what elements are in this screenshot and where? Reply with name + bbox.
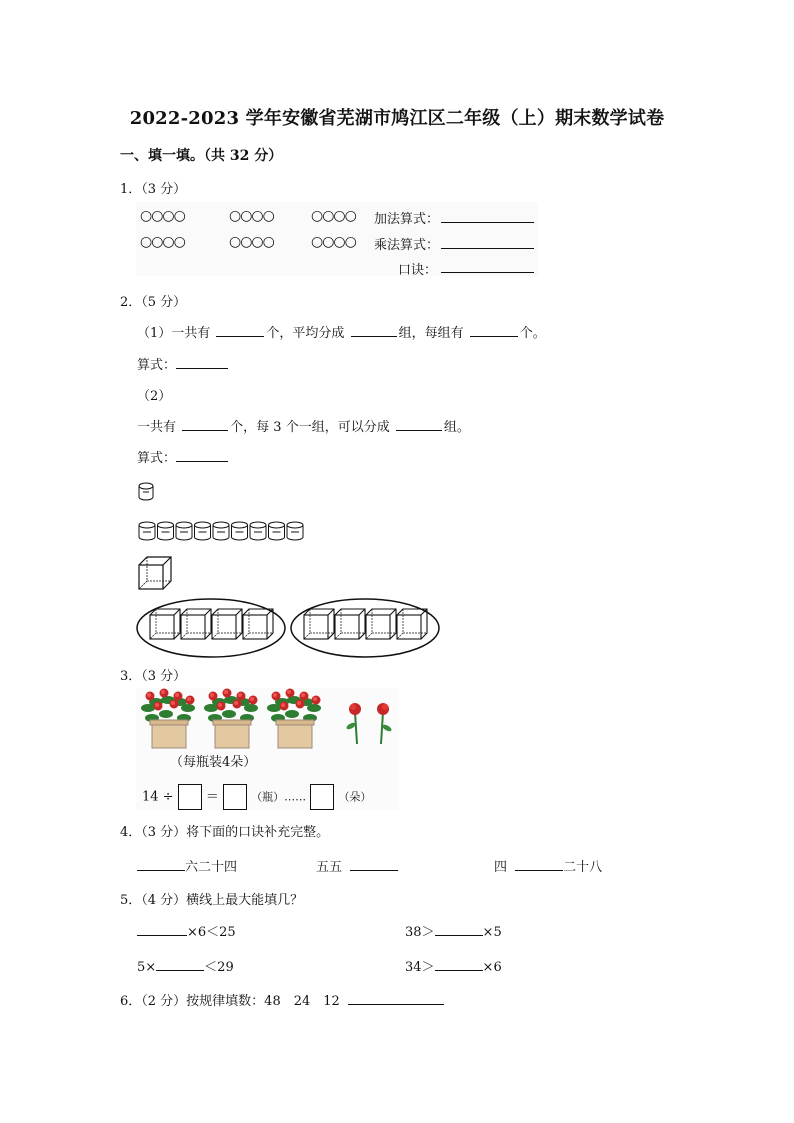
- q4-item2-blank[interactable]: [350, 857, 398, 871]
- question-3-figure: [136, 688, 398, 810]
- question-5-header: 5．（4 分）横线上最大能填几？: [120, 893, 304, 908]
- q5-b-post: ×5: [482, 925, 502, 940]
- cube-icon: [181, 609, 211, 639]
- cylinder-icon: [232, 522, 248, 540]
- q2-p2-text-b: 个，每 3 个一组，可以分成: [230, 420, 390, 435]
- flower-pot-icon: [141, 689, 195, 749]
- cube-icon: [335, 609, 365, 639]
- q2-p1-text-c: 组，每组有: [398, 326, 464, 341]
- q2-formula2-label: 算式：: [137, 451, 177, 466]
- cube-icon: [366, 609, 396, 639]
- q5-d: [405, 956, 502, 975]
- q5-d-blank[interactable]: [435, 957, 483, 971]
- question-6: [120, 990, 444, 1009]
- question-2-part2: [137, 416, 470, 435]
- cylinder-icon: [139, 522, 155, 540]
- circle-group-3: ○○○○: [311, 208, 356, 224]
- page-title: 2022-2023 学年安徽省芜湖市鸠江区二年级（上）期末数学试卷: [129, 108, 665, 129]
- rhyme-answer-line[interactable]: [441, 272, 534, 273]
- flower-pots-image: [138, 688, 328, 750]
- q5-c-post: ＜29: [204, 960, 234, 975]
- bottle-caption: （每瓶装4朵）: [170, 755, 257, 770]
- q2-total-blank[interactable]: [216, 323, 264, 337]
- q2-p2-text-c: 组。: [443, 420, 470, 435]
- q2-p1-text-a: （1）一共有: [137, 326, 211, 341]
- q5-b-pre: 38＞: [405, 925, 435, 940]
- cylinder-icon: [176, 522, 192, 540]
- eq-bottle-unit: （瓶）……: [251, 790, 307, 804]
- addition-answer-line[interactable]: [441, 222, 534, 223]
- circle-group-5: ○○○○: [229, 234, 274, 250]
- q5-a: [137, 921, 236, 940]
- multiplication-label: 乘法算式：: [374, 238, 440, 253]
- q5-c-pre: 5×: [137, 960, 157, 975]
- q2-groups-blank[interactable]: [351, 323, 397, 337]
- q2-p1-text-b: 个，平均分成: [266, 326, 345, 341]
- cube-icon: [243, 609, 273, 639]
- eq-dividend: 14 ÷: [142, 789, 174, 805]
- section-heading: 一、填一填。（共 32 分）: [120, 148, 283, 164]
- circle-group-4: ○○○○: [140, 234, 185, 250]
- q2-per-group-blank[interactable]: [470, 323, 518, 337]
- q2-formula2-blank[interactable]: [176, 448, 228, 462]
- q5-d-pre: 34＞: [405, 960, 435, 975]
- q6-blank[interactable]: [348, 991, 444, 1005]
- cube-icon: [150, 609, 180, 639]
- divisor-box[interactable]: [178, 784, 202, 810]
- q2-formula-2: [137, 447, 228, 466]
- question-1-figure: [136, 202, 538, 276]
- question-3-header: 3．（3 分）: [120, 669, 187, 684]
- cylinder-icon: [213, 522, 229, 540]
- q2-formula-blank[interactable]: [176, 355, 228, 369]
- cylinder-icon: [250, 522, 266, 540]
- question-2-header: 2．（5 分）: [120, 295, 187, 310]
- question-1-header: 1．（3 分）: [120, 182, 187, 197]
- loose-roses-image: [341, 698, 401, 748]
- q2-p1-text-d: 个。: [519, 326, 546, 341]
- q2-p2-total-blank[interactable]: [182, 417, 228, 431]
- quotient-box[interactable]: [223, 784, 247, 810]
- circle-group-1: ○○○○: [140, 208, 185, 224]
- division-equation: [142, 784, 371, 810]
- q5-b: [405, 921, 502, 940]
- cylinder-icon-example: [138, 481, 158, 503]
- cube-icon: [304, 609, 334, 639]
- eq-flower-unit: （朵）: [338, 790, 372, 804]
- question-4-header: 4．（3 分）将下面的口诀补充完整。: [120, 825, 330, 840]
- q4-item1-blank[interactable]: [137, 857, 185, 871]
- q2-part2-header: （2）: [137, 389, 172, 404]
- q5-d-post: ×6: [482, 960, 502, 975]
- cube-icon-example: [138, 556, 174, 592]
- q5-c: [137, 956, 234, 975]
- q2-p2-text-a: 一共有: [137, 420, 177, 435]
- q4-item-1: [137, 856, 237, 875]
- q4-item2-text: 五五: [316, 860, 343, 875]
- cube-groups-figure: [136, 597, 442, 659]
- q5-a-text: ×6＜25: [187, 925, 236, 940]
- q4-item3-text-b: 二十八: [563, 860, 603, 875]
- multiplication-answer-line[interactable]: [441, 248, 534, 249]
- q5-c-blank[interactable]: [156, 957, 204, 971]
- q4-item-3: [494, 856, 602, 875]
- q4-item-2: [316, 856, 398, 875]
- circle-group-6: ○○○○: [311, 234, 356, 250]
- cylinder-icon: [158, 522, 174, 540]
- eq-equals: ＝: [205, 789, 219, 805]
- cylinder-icon: [269, 522, 285, 540]
- q4-item3-text-a: 四: [494, 860, 508, 875]
- cylinder-icon: [287, 522, 303, 540]
- q4-item3-blank[interactable]: [515, 857, 563, 871]
- q2-p2-groups-blank[interactable]: [396, 417, 442, 431]
- flower-pot-icon: [267, 689, 321, 749]
- cylinder-icon: [195, 522, 211, 540]
- cube-icon: [397, 609, 427, 639]
- q5-b-blank[interactable]: [435, 922, 483, 936]
- question-2-part1: [137, 322, 546, 341]
- question-6-header: 6．（2 分）按规律填数：48 24 12: [120, 994, 340, 1009]
- q5-a-blank[interactable]: [137, 922, 187, 936]
- rhyme-label: 口诀：: [398, 263, 438, 278]
- q4-item1-text: 六二十四: [185, 860, 238, 875]
- addition-label: 加法算式：: [374, 212, 440, 227]
- remainder-box[interactable]: [310, 784, 334, 810]
- cube-icon: [212, 609, 242, 639]
- cylinder-row: [138, 520, 308, 544]
- q2-formula-label: 算式：: [137, 358, 177, 373]
- q2-formula-1: [137, 354, 228, 373]
- flower-pot-icon: [204, 689, 258, 749]
- circle-group-2: ○○○○: [229, 208, 274, 224]
